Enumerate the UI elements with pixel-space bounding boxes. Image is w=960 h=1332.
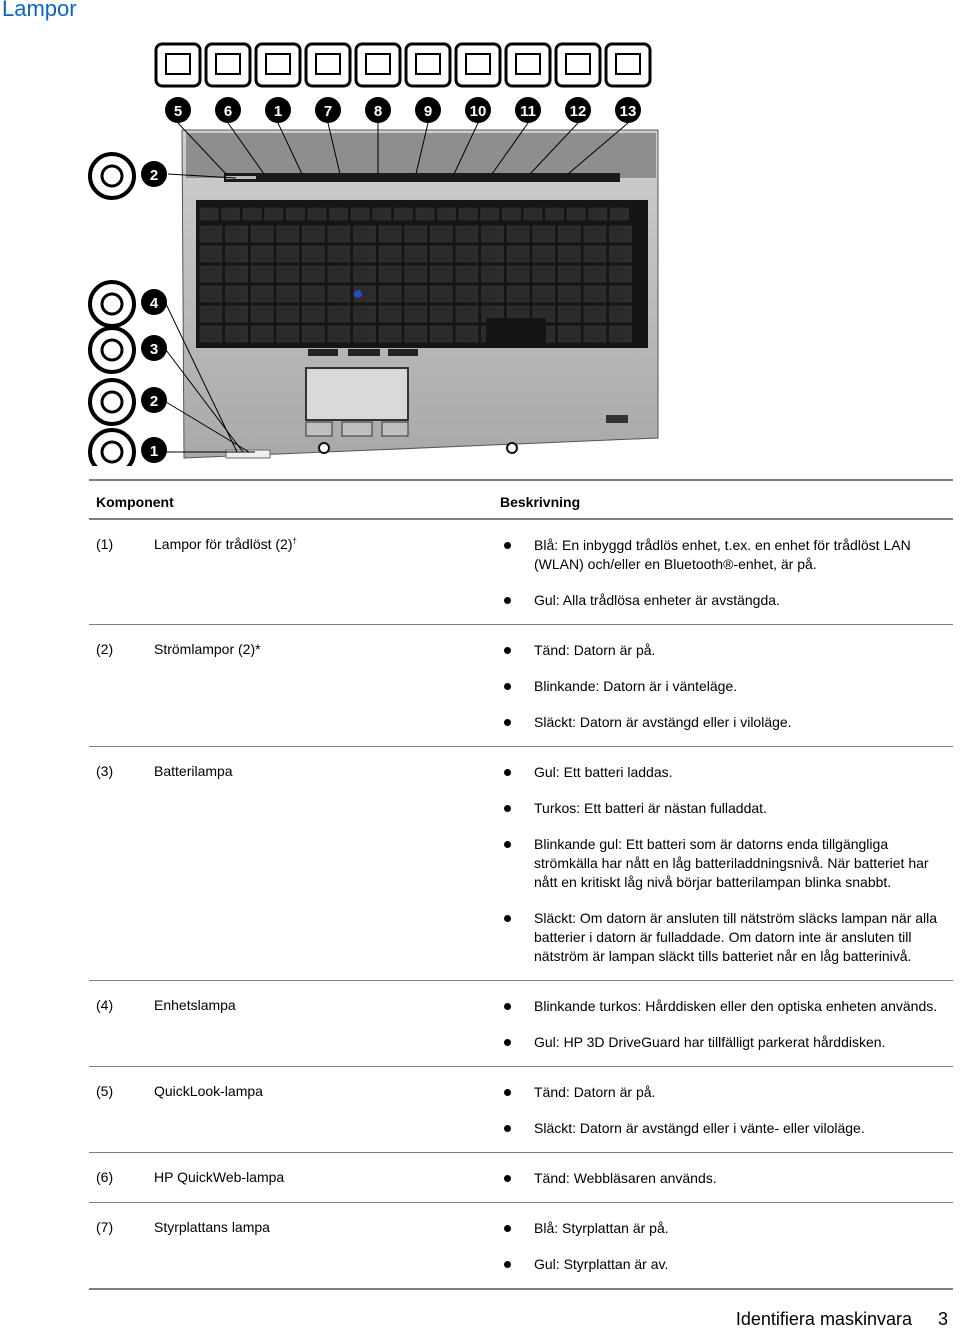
keyboard-key bbox=[610, 226, 632, 242]
component-number: (2) bbox=[96, 641, 114, 657]
callout-badge bbox=[141, 335, 167, 361]
keyboard-key bbox=[456, 246, 478, 262]
keyboard-key bbox=[351, 208, 369, 220]
callout-number: 10 bbox=[469, 103, 487, 120]
description-text: Gul: Styrplattan är av. bbox=[534, 1256, 669, 1272]
table-row bbox=[89, 1153, 953, 1203]
keyboard-key bbox=[302, 266, 324, 282]
keyboard-key bbox=[226, 286, 248, 302]
table-row bbox=[89, 981, 953, 1067]
callout-badge bbox=[215, 97, 241, 123]
footer-section: Identifiera maskinvara bbox=[735, 1309, 912, 1329]
description-list bbox=[500, 1169, 950, 1188]
callout-number: 2 bbox=[149, 393, 159, 410]
keyboard-key bbox=[251, 266, 273, 282]
callout-badge bbox=[365, 97, 391, 123]
keyboard-key bbox=[584, 326, 606, 342]
keyboard-key bbox=[558, 266, 580, 282]
keyboard-key bbox=[277, 286, 299, 302]
keyboard-key bbox=[226, 246, 248, 262]
keyboard-key bbox=[379, 246, 401, 262]
callout-badge bbox=[141, 161, 167, 187]
keyboard-key bbox=[328, 326, 350, 342]
description-item bbox=[500, 591, 950, 610]
keyboard-key bbox=[226, 266, 248, 282]
bullet-icon bbox=[504, 915, 511, 922]
callout-number: 6 bbox=[223, 103, 233, 120]
component-name bbox=[154, 763, 233, 779]
keyboard-key bbox=[533, 286, 555, 302]
keyboard-key bbox=[405, 286, 427, 302]
laptop-illustration bbox=[86, 38, 666, 466]
caps-lock-icon bbox=[356, 44, 400, 86]
description-list bbox=[500, 1083, 950, 1138]
keyboard-key bbox=[200, 326, 222, 342]
keyboard-key bbox=[456, 306, 478, 322]
keyboard-key bbox=[456, 326, 478, 342]
keyboard-key bbox=[430, 326, 452, 342]
keyboard-key bbox=[507, 286, 529, 302]
mute-icon bbox=[456, 44, 500, 86]
callout-badge bbox=[615, 97, 641, 123]
keyboard-key bbox=[558, 326, 580, 342]
keyboard-key bbox=[379, 286, 401, 302]
keyboard-key bbox=[430, 306, 452, 322]
keyboard-key bbox=[456, 226, 478, 242]
component-name bbox=[154, 641, 261, 657]
bullet-icon bbox=[504, 805, 511, 812]
keyboard-key bbox=[302, 226, 324, 242]
description-item bbox=[500, 1083, 950, 1102]
calculator-icon bbox=[606, 44, 650, 86]
description-item bbox=[500, 909, 950, 966]
keyboard-key bbox=[251, 226, 273, 242]
description-list bbox=[500, 1219, 950, 1274]
component-table bbox=[89, 479, 953, 1290]
component-number: (6) bbox=[96, 1169, 114, 1185]
keyboard-key bbox=[200, 226, 222, 242]
keyboard-key bbox=[558, 226, 580, 242]
component-number: (4) bbox=[96, 997, 114, 1013]
keyboard-key bbox=[584, 226, 606, 242]
keyboard-key bbox=[200, 208, 218, 220]
wireless-icon bbox=[90, 430, 134, 466]
keyboard-key bbox=[524, 208, 542, 220]
keyboard-key bbox=[200, 266, 222, 282]
description-text: Tänd: Webbläsaren används. bbox=[534, 1170, 717, 1186]
description-item bbox=[500, 641, 950, 660]
component-name bbox=[154, 1083, 263, 1099]
keyboard-key bbox=[438, 208, 456, 220]
description-text: Tänd: Datorn är på. bbox=[534, 1084, 656, 1100]
header-component: Komponent bbox=[96, 494, 174, 510]
component-name-text: Enhetslampa bbox=[154, 997, 236, 1013]
callout-badge bbox=[141, 289, 167, 315]
keyboard-key bbox=[251, 246, 273, 262]
keyboard-key bbox=[533, 226, 555, 242]
table-row bbox=[89, 1203, 953, 1290]
description-text: Släckt: Datorn är avstängd eller i viloläge. bbox=[534, 714, 792, 730]
description-list bbox=[500, 763, 950, 966]
bullet-icon bbox=[504, 1003, 511, 1010]
keyboard-key bbox=[584, 306, 606, 322]
keyboard-key bbox=[328, 306, 350, 322]
keyboard-key bbox=[430, 266, 452, 282]
keyboard-key bbox=[222, 208, 240, 220]
callout-number: 2 bbox=[149, 167, 159, 184]
keyboard-key bbox=[354, 306, 376, 322]
keyboard-key bbox=[379, 266, 401, 282]
callout-badge bbox=[415, 97, 441, 123]
bullet-icon bbox=[504, 1125, 511, 1132]
keyboard-key bbox=[251, 306, 273, 322]
bullet-icon bbox=[504, 1039, 511, 1046]
component-name-text: QuickLook-lampa bbox=[154, 1083, 263, 1099]
description-text: Blå: En inbyggd trådlös enhet, t.ex. en enhet för trådlöst LAN (WLAN) och/eller en Bluetooth®-enhet, är på. bbox=[534, 537, 911, 572]
keyboard-key bbox=[302, 286, 324, 302]
page-number: 3 bbox=[937, 1309, 948, 1329]
description-text: Släckt: Datorn är avstängd eller i vänte- eller viloläge. bbox=[534, 1120, 865, 1136]
component-name bbox=[154, 997, 236, 1013]
keyboard-key bbox=[251, 286, 273, 302]
description-item bbox=[500, 677, 950, 696]
bullet-icon bbox=[504, 1225, 511, 1232]
keyboard-key bbox=[558, 306, 580, 322]
description-list bbox=[500, 536, 950, 610]
callout-number: 1 bbox=[149, 443, 159, 460]
touchpad-icon bbox=[306, 44, 350, 86]
component-name-text: HP QuickWeb-lampa bbox=[154, 1169, 285, 1185]
keyboard-key bbox=[481, 208, 499, 220]
description-item bbox=[500, 536, 950, 574]
keyboard-key bbox=[354, 226, 376, 242]
bullet-icon bbox=[504, 597, 511, 604]
keyboard-key bbox=[507, 226, 529, 242]
callout-number: 13 bbox=[619, 103, 637, 120]
keyboard-key bbox=[430, 246, 452, 262]
drive-icon bbox=[90, 282, 134, 326]
description-list bbox=[500, 997, 950, 1052]
keyboard-key bbox=[610, 306, 632, 322]
description-item bbox=[500, 835, 950, 892]
volume-down-icon bbox=[506, 44, 550, 86]
bullet-icon bbox=[504, 647, 511, 654]
description-list bbox=[500, 641, 950, 732]
keyboard-key bbox=[533, 246, 555, 262]
keyboard-key bbox=[200, 286, 222, 302]
keyboard-key bbox=[610, 286, 632, 302]
callout-number: 5 bbox=[173, 103, 183, 120]
keyboard-key bbox=[308, 208, 326, 220]
keyboard-key bbox=[373, 208, 391, 220]
keyboard-key bbox=[277, 226, 299, 242]
bullet-icon bbox=[504, 841, 511, 848]
table-header bbox=[89, 479, 953, 520]
footnote-mark: † bbox=[292, 536, 297, 546]
battery-icon bbox=[90, 328, 134, 372]
table-row bbox=[89, 625, 953, 747]
keyboard-key bbox=[328, 286, 350, 302]
quicklook-icon bbox=[156, 44, 200, 86]
keyboard-key bbox=[584, 246, 606, 262]
description-item bbox=[500, 1219, 950, 1238]
keyboard-key bbox=[328, 266, 350, 282]
keyboard-key bbox=[430, 226, 452, 242]
pointing-stick bbox=[354, 290, 362, 298]
keyboard-key bbox=[379, 226, 401, 242]
bullet-icon bbox=[504, 1175, 511, 1182]
keyboard-key bbox=[328, 226, 350, 242]
keyboard-key bbox=[482, 246, 504, 262]
keyboard-key bbox=[302, 306, 324, 322]
component-name-text: Batterilampa bbox=[154, 763, 233, 779]
description-text: Gul: Ett batteri laddas. bbox=[534, 764, 673, 780]
keyboard-key bbox=[610, 246, 632, 262]
keyboard-key bbox=[277, 266, 299, 282]
callout-number: 8 bbox=[373, 103, 383, 120]
keyboard-key bbox=[610, 266, 632, 282]
keyboard-key bbox=[405, 266, 427, 282]
description-text: Blå: Styrplattan är på. bbox=[534, 1220, 669, 1236]
bullet-icon bbox=[504, 542, 511, 549]
keyboard-key bbox=[328, 246, 350, 262]
bullet-icon bbox=[504, 1089, 511, 1096]
callout-number: 11 bbox=[520, 103, 536, 120]
keyboard-key bbox=[584, 266, 606, 282]
keyboard-key bbox=[567, 208, 585, 220]
callout-number: 7 bbox=[323, 103, 333, 120]
keyboard-key bbox=[589, 208, 607, 220]
description-item bbox=[500, 1033, 950, 1052]
callout-badge bbox=[141, 437, 167, 463]
keyboard-key bbox=[546, 208, 564, 220]
description-item bbox=[500, 1119, 950, 1138]
description-text: Blinkande turkos: Hårddisken eller den optiska enheten används. bbox=[534, 998, 938, 1014]
component-number: (5) bbox=[96, 1083, 114, 1099]
description-item bbox=[500, 763, 950, 782]
table-row bbox=[89, 520, 953, 625]
keyboard-key bbox=[405, 306, 427, 322]
header-description: Beskrivning bbox=[500, 494, 581, 510]
keyboard-key bbox=[502, 208, 520, 220]
callout-badge bbox=[265, 97, 291, 123]
callout-number: 12 bbox=[569, 103, 587, 120]
description-text: Släckt: Om datorn är ansluten till nätström släcks lampan när alla batterier i datorn är fulladdade. Om datorn inte är ansluten till nätström är lampan släckt tills batteriet når en låg batterinivå. bbox=[534, 910, 938, 964]
component-number: (1) bbox=[96, 536, 114, 552]
keyboard-key bbox=[330, 208, 348, 220]
table-row bbox=[89, 747, 953, 981]
power-icon bbox=[90, 380, 134, 424]
keyboard-key bbox=[251, 326, 273, 342]
keyboard-key bbox=[405, 326, 427, 342]
keyboard-key bbox=[302, 326, 324, 342]
page-title: Lampor bbox=[2, 0, 77, 21]
power-icon bbox=[90, 154, 134, 198]
keyboard-key bbox=[456, 286, 478, 302]
description-item bbox=[500, 997, 950, 1016]
volume-up-icon bbox=[556, 44, 600, 86]
description-item bbox=[500, 1255, 950, 1274]
keyboard-key bbox=[507, 246, 529, 262]
keyboard-key bbox=[405, 246, 427, 262]
keyboard-key bbox=[200, 306, 222, 322]
description-text: Gul: HP 3D DriveGuard har tillfälligt parkerat hårddisken. bbox=[534, 1034, 886, 1050]
keyboard-key bbox=[610, 208, 628, 220]
description-text: Tänd: Datorn är på. bbox=[534, 642, 656, 658]
table-row bbox=[89, 1067, 953, 1153]
keyboard-key bbox=[533, 266, 555, 282]
quickweb-icon bbox=[206, 44, 250, 86]
keyboard-key bbox=[302, 246, 324, 262]
callout-badge bbox=[515, 97, 541, 123]
keyboard-key bbox=[277, 246, 299, 262]
keyboard-key bbox=[459, 208, 477, 220]
keyboard-key bbox=[354, 266, 376, 282]
keyboard-key bbox=[200, 246, 222, 262]
bullet-icon bbox=[504, 683, 511, 690]
callout-badge bbox=[565, 97, 591, 123]
component-name bbox=[154, 1219, 270, 1235]
callout-number: 1 bbox=[273, 103, 283, 120]
component-name bbox=[154, 1169, 284, 1185]
description-text: Turkos: Ett batteri är nästan fulladdat. bbox=[534, 800, 767, 816]
keyboard-key bbox=[482, 226, 504, 242]
keyboard-key bbox=[277, 306, 299, 322]
keyboard-key bbox=[416, 208, 434, 220]
keyboard-key bbox=[482, 266, 504, 282]
keyboard-key bbox=[558, 286, 580, 302]
page-footer bbox=[736, 1309, 948, 1330]
keyboard-key bbox=[482, 286, 504, 302]
description-text: Gul: Alla trådlösa enheter är avstängda. bbox=[534, 592, 780, 608]
keyboard-key bbox=[226, 326, 248, 342]
component-name-text: Strömlampor (2)* bbox=[154, 641, 261, 657]
description-item bbox=[500, 713, 950, 732]
component-name-text: Lampor för trådlöst (2) bbox=[154, 536, 293, 552]
description-text: Blinkande: Datorn är i vänteläge. bbox=[534, 678, 738, 694]
keyboard-key bbox=[243, 208, 261, 220]
keyboard-key bbox=[226, 306, 248, 322]
keyboard-key bbox=[226, 226, 248, 242]
num-lock-icon bbox=[406, 44, 450, 86]
callout-number: 9 bbox=[423, 103, 433, 120]
callout-badge bbox=[141, 387, 167, 413]
callout-badge bbox=[465, 97, 491, 123]
keyboard-key bbox=[610, 326, 632, 342]
keyboard-key bbox=[265, 208, 283, 220]
keyboard-key bbox=[456, 266, 478, 282]
bullet-icon bbox=[504, 1261, 511, 1268]
callout-badge bbox=[165, 97, 191, 123]
callout-badge bbox=[315, 97, 341, 123]
keyboard-key bbox=[430, 286, 452, 302]
component-number: (7) bbox=[96, 1219, 114, 1235]
keyboard-key bbox=[558, 246, 580, 262]
keyboard-key bbox=[507, 266, 529, 282]
keyboard-key bbox=[379, 326, 401, 342]
keyboard-key bbox=[286, 208, 304, 220]
description-item bbox=[500, 1169, 950, 1188]
bullet-icon bbox=[504, 769, 511, 776]
wireless-icon bbox=[256, 44, 300, 86]
keyboard-key bbox=[405, 226, 427, 242]
component-name bbox=[154, 536, 297, 552]
component-number: (3) bbox=[96, 763, 114, 779]
description-text: Blinkande gul: Ett batteri som är datorns enda tillgängliga strömkälla har nått en låg batteriladdningsnivå. När batteriet har nått en kritiskt låg nivå börjar batterilampan blinka snabbt. bbox=[534, 836, 929, 890]
keyboard-key bbox=[277, 326, 299, 342]
keyboard-key bbox=[584, 286, 606, 302]
callout-number: 3 bbox=[149, 341, 159, 358]
keyboard-key bbox=[379, 306, 401, 322]
keyboard-key bbox=[394, 208, 412, 220]
keyboard-key bbox=[354, 246, 376, 262]
laptop-keyboard-figure bbox=[86, 38, 666, 466]
description-item bbox=[500, 799, 950, 818]
component-name-text: Styrplattans lampa bbox=[154, 1219, 270, 1235]
keyboard-key bbox=[354, 326, 376, 342]
bullet-icon bbox=[504, 719, 511, 726]
callout-number: 4 bbox=[149, 295, 159, 312]
